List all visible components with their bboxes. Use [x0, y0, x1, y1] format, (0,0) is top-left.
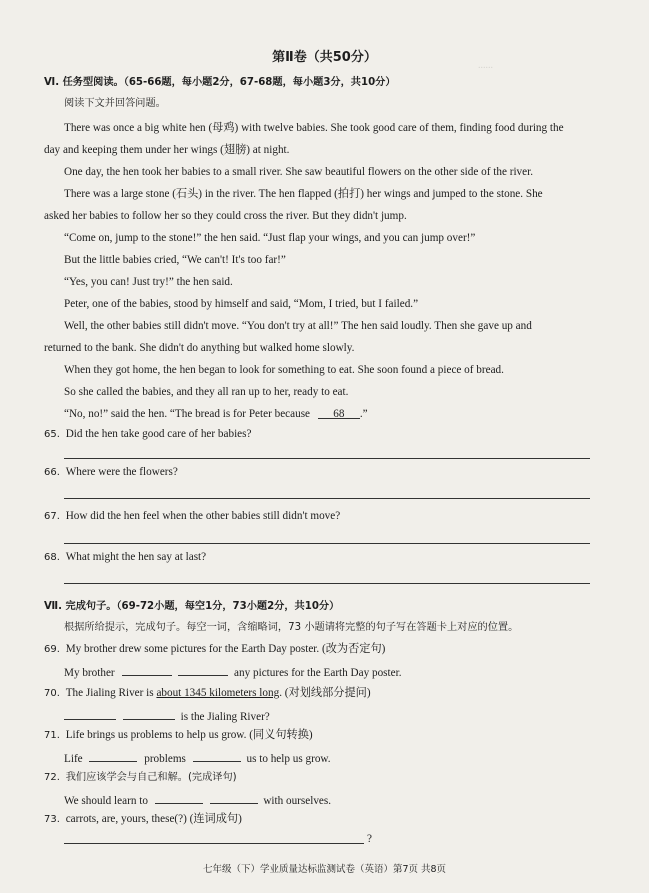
- question-text: 我们应该学会与自己和解。(完成译句): [65, 772, 237, 783]
- passage-line: When they got home, the hen began to look for something to eat. She soon found a piece of bread.: [64, 364, 504, 376]
- answer-70: [64, 708, 270, 724]
- question-number: 70.: [44, 688, 60, 699]
- answer-line-66[interactable]: [64, 498, 590, 499]
- question-text: How did the hen feel when the other babies still didn't move?: [65, 510, 341, 522]
- answer-blank[interactable]: [193, 750, 241, 762]
- part7-instruction: 根据所给提示，完成句子。每空一词，含缩略词，73 小题请将完整的句子写在答题卡上对应的位置。: [64, 622, 519, 633]
- question-70: [44, 686, 371, 701]
- answer-line-68[interactable]: [64, 583, 590, 584]
- passage-line: So she called the babies, and they all ran up to her, ready to eat.: [64, 386, 349, 398]
- question-text: Did the hen take good care of her babies?: [65, 428, 252, 440]
- question-67: [44, 509, 340, 524]
- part7-heading: Ⅶ. 完成句子。（69-72小题，每空1分，73小题2分，共10分）: [44, 601, 340, 612]
- question-text: carrots, are, yours, these(?) (连词成句): [65, 813, 242, 825]
- question-number: 65.: [44, 429, 60, 440]
- question-text: Where were the flowers?: [65, 466, 178, 478]
- answer-69: [64, 664, 402, 680]
- answer-text: with ourselves.: [263, 795, 332, 807]
- page-footer: 七年级（下）学业质量达标监测试卷（英语）第7页 共8页: [202, 864, 447, 875]
- answer-line-65[interactable]: [64, 458, 590, 459]
- answer-71: [64, 750, 331, 766]
- question-number: 73.: [44, 814, 60, 825]
- question-text: The Jialing River is: [65, 687, 157, 699]
- question-number: 68.: [44, 552, 60, 563]
- question-text: What might the hen say at last?: [65, 551, 207, 563]
- question-66: [44, 465, 178, 480]
- question-72: [44, 770, 237, 785]
- passage-line: There was once a big white hen (母鸡) with twelve babies. She took good care of them, finding food during the: [64, 122, 564, 134]
- question-text: Life brings us problems to help us grow. (同义句转换): [65, 729, 313, 741]
- answer-blank[interactable]: [210, 792, 258, 804]
- answer-text: problems: [144, 753, 186, 765]
- blank-label-68: 68: [333, 408, 345, 420]
- question-number: 66.: [44, 467, 60, 478]
- answer-73-end: ?: [367, 833, 372, 845]
- question-number: 67.: [44, 511, 60, 522]
- question-number: 71.: [44, 730, 60, 741]
- answer-blank[interactable]: [123, 708, 175, 720]
- underlined-phrase: about 1345 kilometers long: [156, 687, 280, 699]
- question-73: [44, 812, 242, 827]
- answer-72: [64, 792, 331, 808]
- passage-last-text: “No, no!” said the hen. “The bread is for Peter because: [64, 408, 311, 420]
- passage-line: “Yes, you can! Just try!” the hen said.: [64, 276, 233, 288]
- answer-line-67[interactable]: [64, 543, 590, 544]
- answer-text: us to help us grow.: [246, 753, 331, 765]
- passage-line: asked her babies to follow her so they could cross the river. But they didn't jump.: [44, 210, 407, 222]
- answer-blank[interactable]: [178, 664, 228, 676]
- passage-line: There was a large stone (石头) in the river. The hen flapped (拍打) her wings and jumped to the stone. She: [64, 188, 543, 200]
- answer-blank-68[interactable]: [318, 407, 360, 419]
- answer-text: any pictures for the Earth Day poster.: [234, 667, 402, 679]
- passage-line: One day, the hen took her babies to a small river. She saw beautiful flowers on the other side of the river.: [64, 166, 534, 178]
- section-title: 第Ⅱ卷（共50分）: [272, 50, 377, 65]
- show-through-text: ......: [478, 60, 493, 71]
- question-text: My brother drew some pictures for the Earth Day poster. (改为否定句): [65, 643, 386, 655]
- passage-last-line: [64, 407, 368, 421]
- question-number: 72.: [44, 772, 60, 783]
- passage-line: day and keeping them under her wings (翅膀) at night.: [44, 144, 290, 156]
- answer-blank[interactable]: [122, 664, 172, 676]
- question-69: [44, 642, 385, 657]
- answer-blank[interactable]: [64, 708, 116, 720]
- answer-line-73[interactable]: [64, 843, 364, 844]
- question-number: 69.: [44, 644, 60, 655]
- question-65: [44, 427, 251, 442]
- question-71: [44, 728, 313, 743]
- answer-text: Life: [64, 753, 83, 765]
- answer-text: We should learn to: [64, 795, 148, 807]
- question-68: [44, 550, 206, 565]
- passage-line: “Come on, jump to the stone!” the hen said. “Just flap your wings, and you can jump over!”: [64, 232, 476, 244]
- part6-heading: Ⅵ. 任务型阅读。（65-66题，每小题2分，67-68题，每小题3分，共10分）: [44, 77, 396, 88]
- question-text: . (对划线部分提问): [279, 687, 371, 699]
- part6-instruction: 阅读下文并回答问题。: [64, 98, 166, 109]
- answer-blank[interactable]: [89, 750, 137, 762]
- passage-line: returned to the bank. She didn't do anything but walked home slowly.: [44, 342, 355, 354]
- answer-text: is the Jialing River?: [180, 711, 270, 723]
- passage-last-end: .”: [359, 408, 368, 420]
- answer-blank[interactable]: [155, 792, 203, 804]
- passage-line: Well, the other babies still didn't move. “You don't try at all!” The hen said loudly. Then she gave up and: [64, 320, 532, 332]
- answer-text: My brother: [64, 667, 115, 679]
- passage-line: But the little babies cried, “We can't! It's too far!”: [64, 254, 286, 266]
- passage-line: Peter, one of the babies, stood by himself and said, “Mom, I tried, but I failed.”: [64, 298, 419, 310]
